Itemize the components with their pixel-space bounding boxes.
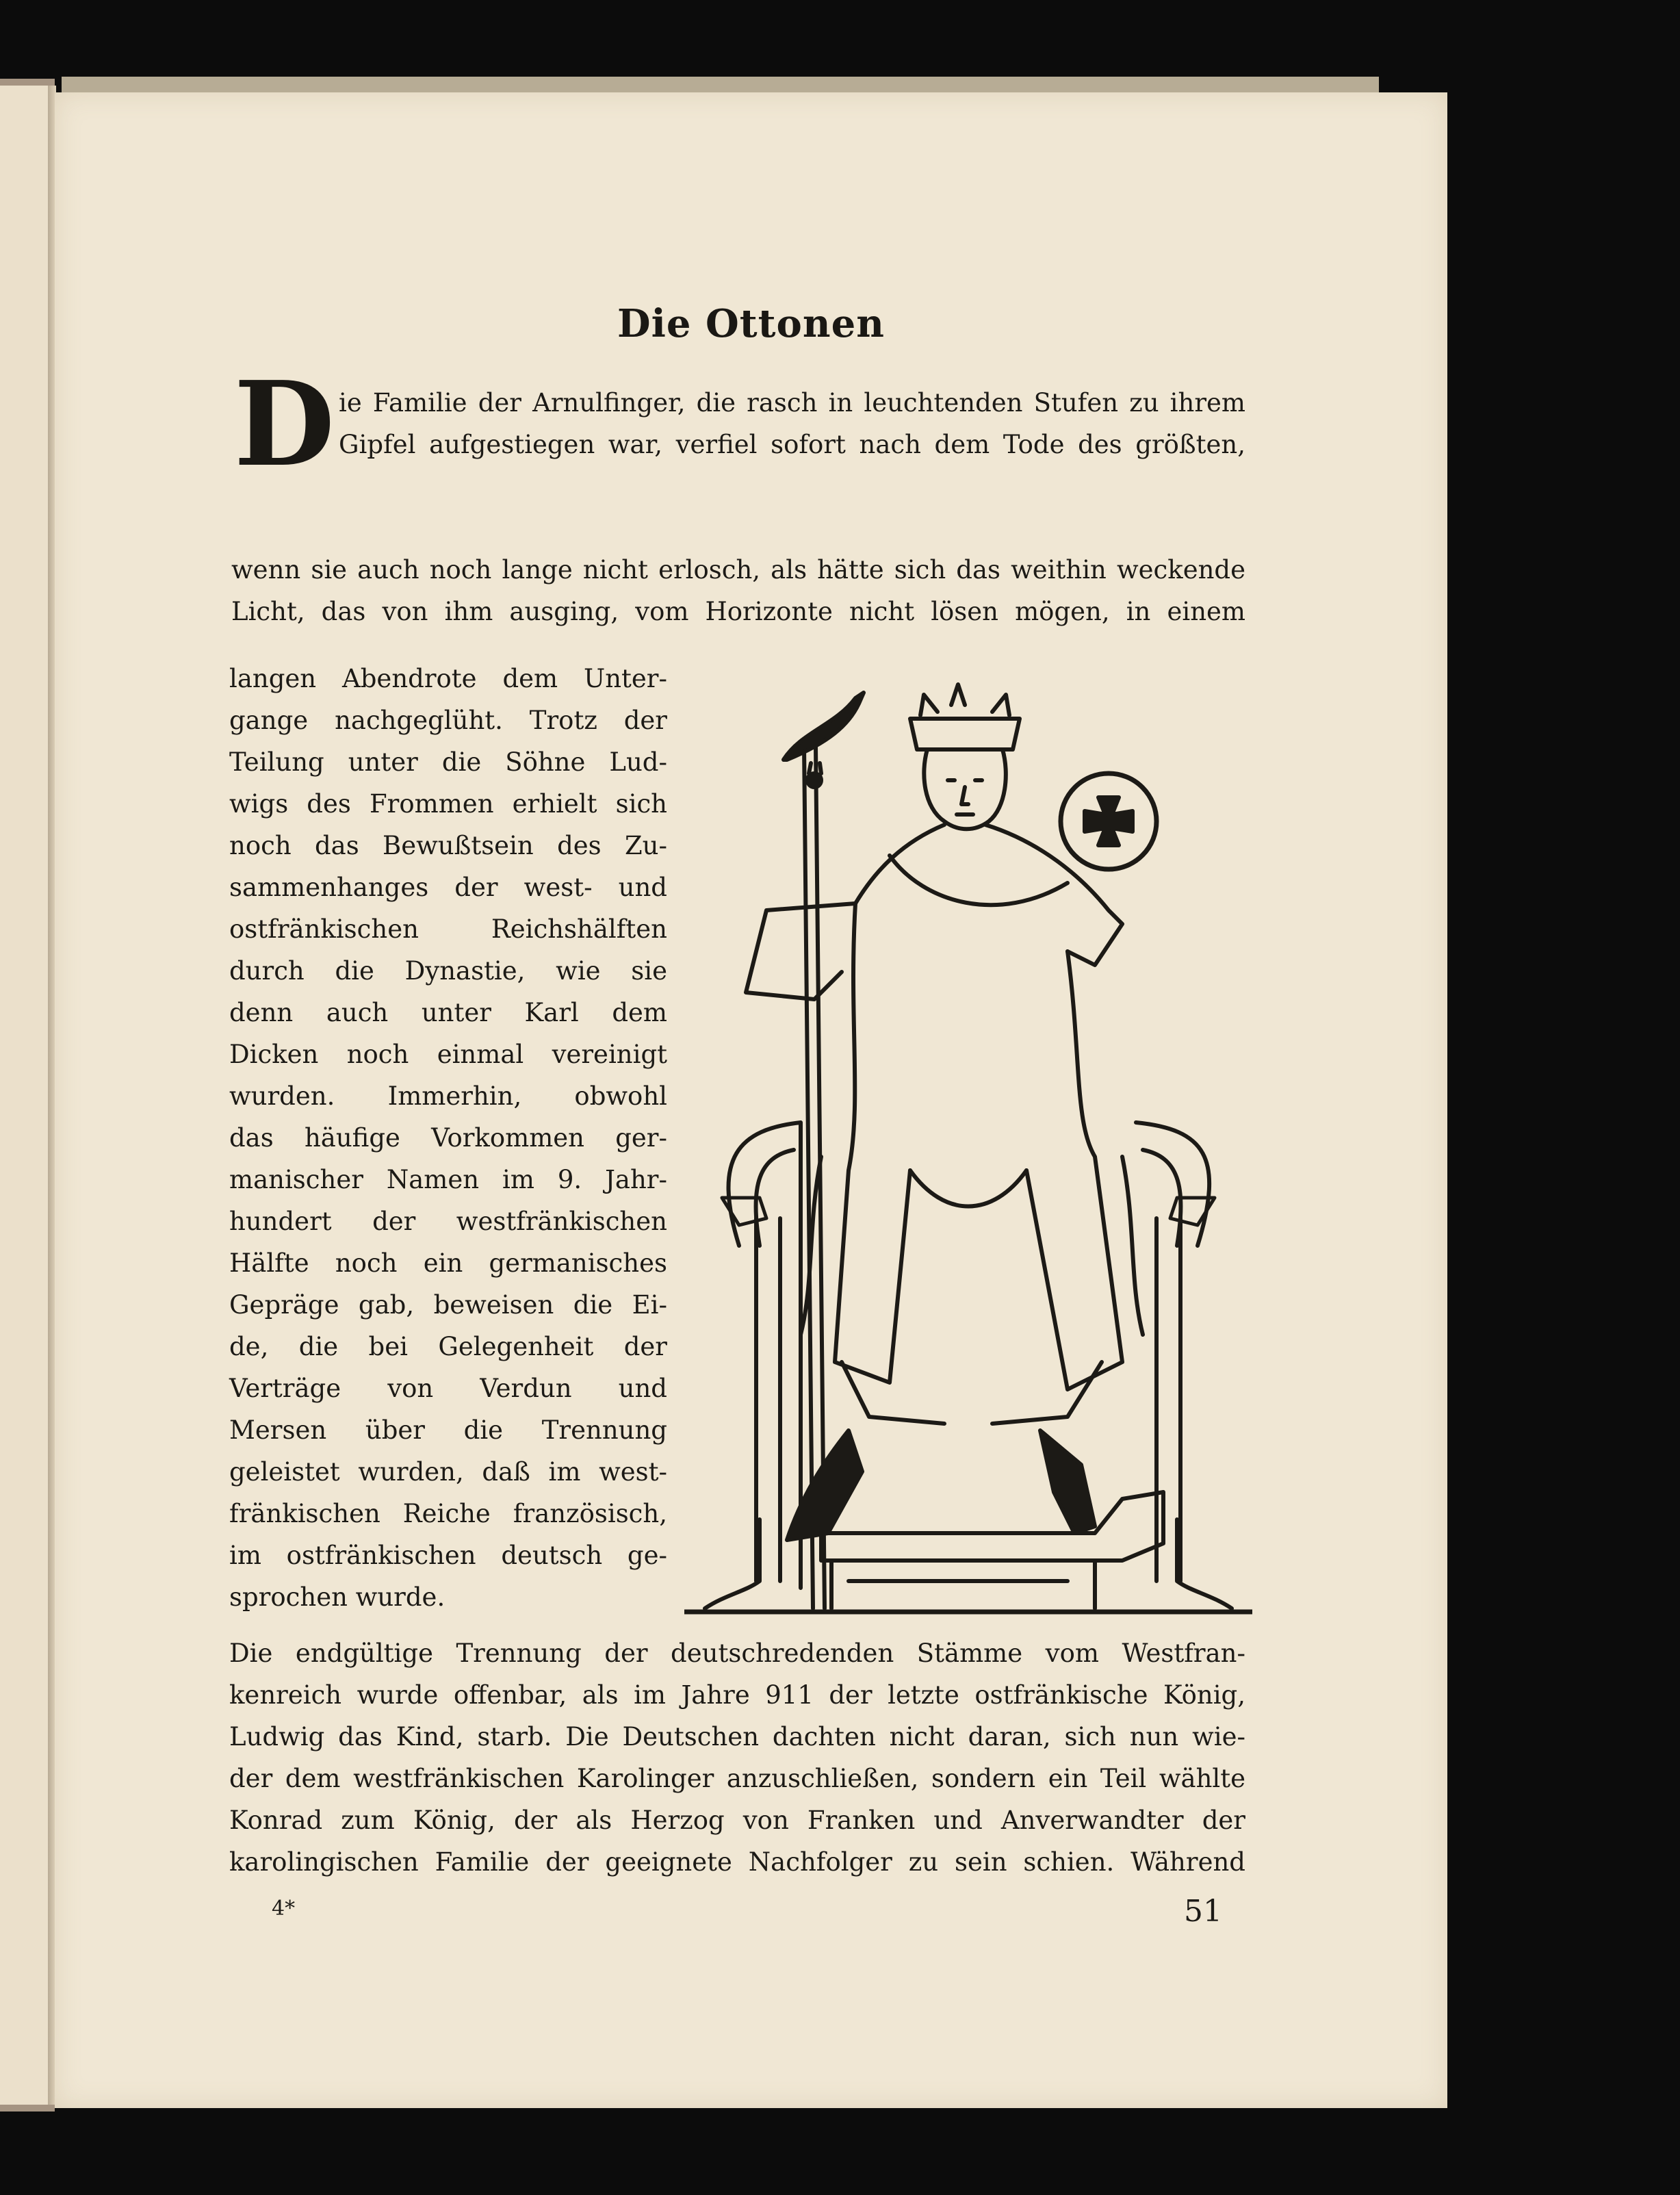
text-line: ie Familie der Arnulfinger, die rasch in leuchtenden Stufen zu ihrem — [339, 388, 1245, 418]
text-line: Die endgültige Trennung der deutschredenden Stämme vom Westfran- — [229, 1639, 1245, 1668]
text-line: der dem westfränkischen Karolinger anzuschließen, sondern ein Teil wählte — [229, 1764, 1245, 1793]
bottom-paragraph — [229, 1632, 1245, 1883]
text-line: wigs des Frommen erhielt sich — [229, 789, 667, 819]
text-line: manischer Namen im 9. Jahr- — [229, 1165, 667, 1194]
text-line: Gepräge gab, beweisen die Ei- — [229, 1290, 667, 1320]
text-line: kenreich wurde offenbar, als im Jahre 911 der letzte ostfränkische König, — [229, 1680, 1245, 1710]
text-line: Teilung unter die Söhne Lud- — [229, 747, 667, 777]
full-width-lines — [231, 549, 1245, 632]
printer-signature: 4* — [272, 1897, 296, 1921]
text-line: karolingischen Familie der geeignete Nachfolger zu sein schien. Während — [229, 1847, 1245, 1877]
text-line: Verträge von Verdun und — [229, 1374, 667, 1403]
text-line: sammenhanges der west- und — [229, 873, 667, 902]
drop-cap: D — [233, 356, 335, 493]
text-line: fränkischen Reiche französisch, — [229, 1499, 667, 1528]
book-page — [55, 92, 1447, 2108]
text-line: geleistet wurden, daß im west- — [229, 1457, 667, 1487]
text-line: Hälfte noch ein germanisches — [229, 1248, 667, 1278]
text-line: Konrad zum König, der als Herzog von Franken und Anverwandter der — [229, 1806, 1245, 1835]
text-line: Gipfel aufgestiegen war, verfiel sofort nach dem Tode des größten, — [339, 430, 1245, 459]
text-line: Licht, das von ihm ausging, vom Horizonte nicht lösen mögen, in einem — [231, 597, 1245, 626]
side-column-text — [229, 658, 667, 1618]
text-line: noch das Bewußtsein des Zu- — [229, 831, 667, 860]
text-line: Ludwig das Kind, starb. Die Deutschen dachten nicht daran, sich nun wie- — [229, 1722, 1245, 1751]
text-line: wenn sie auch noch lange nicht erlosch, als hätte sich das weithin weckende — [231, 555, 1245, 585]
text-line: Mersen über die Trennung — [229, 1415, 667, 1445]
text-line: hundert der westfränkischen — [229, 1207, 667, 1236]
text-line: denn auch unter Karl dem — [229, 998, 667, 1027]
text-line: ostfränkischen Reichshälften — [229, 914, 667, 944]
text-line: im ostfränkischen deutsch ge- — [229, 1541, 667, 1570]
text-line: sprochen wurde. — [229, 1582, 445, 1612]
text-line: das häufige Vorkommen ger- — [229, 1123, 667, 1153]
left-page-edge — [0, 86, 50, 2105]
text-line: gange nachgeglüht. Trotz der — [229, 706, 667, 735]
chapter-title: Die Ottonen — [617, 301, 885, 346]
text-line: durch die Dynastie, wie sie — [229, 956, 667, 986]
text-line: wurden. Immerhin, obwohl — [229, 1081, 667, 1111]
enthroned-king-illustration — [684, 678, 1252, 1615]
text-line: langen Abendrote dem Unter- — [229, 664, 667, 693]
page-number: 51 — [1184, 1894, 1222, 1929]
intro-paragraph — [339, 382, 1245, 465]
text-line: Dicken noch einmal vereinigt — [229, 1040, 667, 1069]
text-line: de, die bei Gelegenheit der — [229, 1332, 667, 1361]
